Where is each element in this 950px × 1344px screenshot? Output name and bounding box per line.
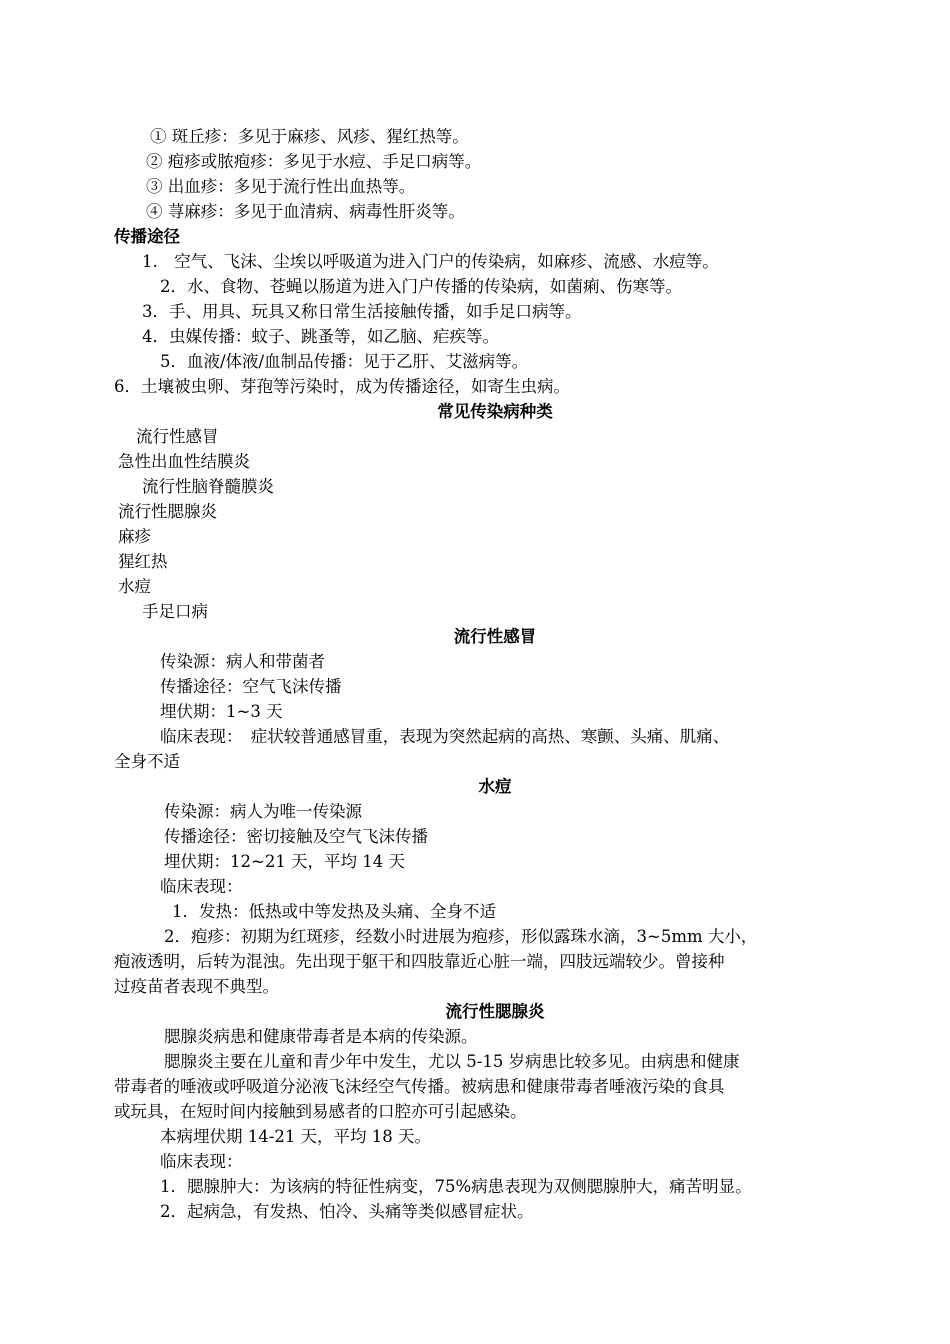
mumps-source: 腮腺炎病患和健康带毒者是本病的传染源。: [164, 1027, 478, 1046]
mumps-title: 流行性腮腺炎: [445, 1002, 545, 1021]
transmission-item-1: 1. 空气、飞沫、尘埃以呼吸道为进入门户的传染病，如麻疹、流感、水痘等。: [142, 252, 719, 271]
transmission-item-5: 5．血液/体液/血制品传播：见于乙肝、艾滋病等。: [160, 352, 529, 371]
chickenpox-source: 传染源：病人为唯一传染源: [164, 802, 362, 821]
influenza-title: 流行性感冒: [453, 627, 537, 646]
chickenpox-rash-cont: 过疫苗者表现不典型。: [114, 977, 279, 996]
mumps-epidemiology-cont: 带毒者的唾液或呼吸道分泌液飞沫经空气传播。被病患和健康带毒者唾液污染的食具: [114, 1077, 725, 1096]
mumps-clinical: 临床表现：: [160, 1152, 243, 1171]
disease-list-item: 手足口病: [142, 602, 208, 621]
disease-list-item: 流行性脑脊髓膜炎: [142, 477, 274, 496]
chickenpox-incubation: 埋伏期：12~21 天，平均 14 天: [164, 852, 406, 871]
chickenpox-rash-cont: 疱液透明，后转为混浊。先出现于躯干和四肢靠近心脏一端，四肢远端较少。曾接种: [114, 952, 725, 971]
disease-list-item: 水痘: [118, 577, 151, 596]
chickenpox-clinical: 临床表现：: [160, 877, 243, 896]
disease-list-item: 流行性腮腺炎: [118, 502, 217, 521]
transmission-item-6: 6．土壤被虫卵、芽孢等污染时，成为传播途径，如寄生虫病。: [114, 377, 570, 396]
chickenpox-route: 传播途径：密切接触及空气飞沫传播: [164, 827, 428, 846]
rash-type-maculopapular: ① 斑丘疹：多见于麻疹、风疹、猩红热等。: [150, 127, 469, 146]
rash-type-urticaria: ④ 荨麻疹：多见于血清病、病毒性肝炎等。: [146, 202, 465, 221]
disease-list-item: 流行性感冒: [136, 427, 219, 446]
mumps-parotid-swelling: 1．腮腺肿大：为该病的特征性病变，75%病患表现为双侧腮腺肿大，痛苦明显。: [160, 1177, 752, 1196]
transmission-item-4: 4．虫媒传播：蚊子、跳蚤等，如乙脑、疟疾等。: [142, 327, 499, 346]
influenza-incubation: 埋伏期：1~3 天: [160, 702, 283, 721]
mumps-onset: 2．起病急，有发热、怕冷、头痛等类似感冒症状。: [160, 1202, 534, 1221]
influenza-source: 传染源：病人和带菌者: [160, 652, 325, 671]
chickenpox-fever: 1．发热：低热或中等发热及头痛、全身不适: [172, 902, 496, 921]
mumps-epidemiology-cont: 或玩具，在短时间内接触到易感者的口腔亦可引起感染。: [114, 1102, 527, 1121]
disease-list-item: 麻疹: [118, 527, 151, 546]
disease-list-item: 猩红热: [118, 552, 168, 571]
chickenpox-rash: 2．疱疹：初期为红斑疹，经数小时进展为疱疹，形似露珠水滴，3~5mm 大小，: [164, 927, 758, 946]
chickenpox-title: 水痘: [478, 777, 512, 796]
rash-type-vesicular: ② 疱疹或脓疱疹：多见于水痘、手足口病等。: [146, 152, 482, 171]
influenza-clinical-cont: 全身不适: [114, 752, 180, 771]
transmission-heading: 传播途径: [114, 227, 180, 246]
common-diseases-title: 常见传染病种类: [437, 402, 553, 421]
transmission-item-2: 2．水、食物、苍蝇以肠道为进入门户传播的传染病，如菌痢、伤寒等。: [160, 277, 682, 296]
influenza-route: 传播途径：空气飞沫传播: [160, 677, 342, 696]
transmission-item-3: 3．手、用具、玩具又称日常生活接触传播，如手足口病等。: [142, 302, 582, 321]
mumps-incubation: 本病埋伏期 14-21 天，平均 18 天。: [160, 1127, 432, 1146]
rash-type-hemorrhagic: ③ 出血疹：多见于流行性出血热等。: [146, 177, 416, 196]
mumps-epidemiology: 腮腺炎主要在儿童和青少年中发生，尤以 5-15 岁病患比较多见。由病患和健康: [164, 1052, 740, 1071]
influenza-clinical: 临床表现： 症状较普通感冒重，表现为突然起病的高热、寒颤、头痛、肌痛、: [160, 727, 730, 746]
disease-list-item: 急性出血性结膜炎: [118, 452, 250, 471]
